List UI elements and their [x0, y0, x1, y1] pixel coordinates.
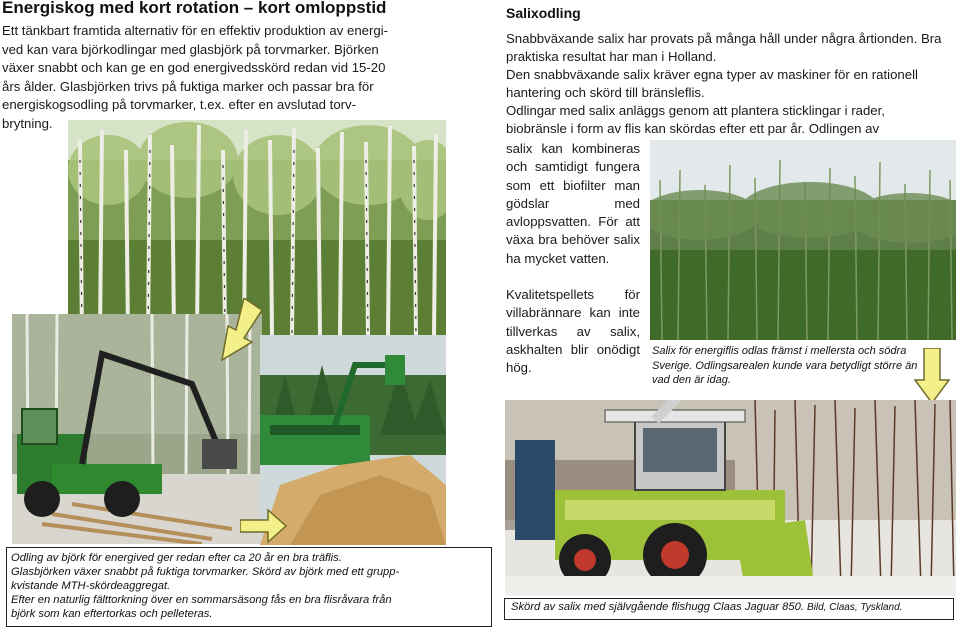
intro-line: växer snabbt och kan ge en god energivedsskörd redan vid 15-20 — [2, 60, 386, 75]
intro-line: års ålder. Glasbjörken trivs på fuktiga marker och passar bra för — [2, 78, 374, 94]
salix-paragraph-2: Den snabbväxande salix kräver egna typer av maskiner för en rationell hantering och skörd till bränsleflis. — [506, 67, 918, 100]
arrow-down-icon — [914, 348, 950, 404]
salix-column-paragraph-2: Kvalitetspellets för villabrännare kan inte tillverkas av salix, askhalten blir onödigt hög. — [506, 287, 640, 376]
salix-harvester-photo — [505, 400, 956, 596]
arrow-down-icon — [218, 298, 262, 364]
intro-line: energiskogsodling på torvmarker, t.ex. efter en avslutad torv- — [2, 97, 357, 112]
birch-caption-box — [6, 547, 492, 627]
caption-line: Glasbjörken växer snabbt på fuktiga torvmarker. Skörd av björk med ett grupp- — [11, 566, 400, 578]
caption-line: Efter en naturlig fälttorkning över en sommarsäsong fås en bra flisråvara från — [11, 594, 392, 606]
intro-line: Ett tänkbart framtida alternativ för en effektiv produktion av energi- — [2, 23, 389, 38]
intro-line: brytning. — [2, 115, 53, 131]
caption-line: björk som kan eftertorkas och pelleteras. — [11, 608, 213, 620]
salix-paragraph-1: Snabbväxande salix har provats på många håll under några årtionden. Bra praktiska resultat har man i Holland. — [506, 31, 942, 64]
harvest-caption-box — [504, 598, 954, 620]
salix-field-photo — [650, 140, 956, 340]
harvest-caption: Skörd av salix med självgående flishugg Claas Jaguar 850. — [511, 601, 804, 613]
arrow-right-icon — [240, 508, 288, 544]
caption-line: Odling av björk för energived ger redan efter ca 20 år en bra träflis. — [11, 552, 342, 564]
page-title: Energiskog med kort rotation – kort omloppstid — [2, 0, 387, 17]
salix-caption: Salix för energiflis odlas främst i mellersta och södra Sverige. Odlingsarealen kunde vara betydligt större än vad den är idag. — [652, 345, 918, 386]
intro-paragraph — [2, 22, 444, 133]
caption-line: kvistande MTH-skördeaggregat. — [11, 580, 171, 592]
salix-column-paragraph-1: salix kan kombineras och samtidigt fungera som ett biofilter man gödslar med avloppsvatten. För att växa bra behöver salix ha mycket vatten. — [506, 141, 640, 266]
intro-line: ved kan vara björkodlingar med glasbjörk på torvmarker. Björken — [2, 41, 379, 57]
photo-credit: Bild, Claas, Tyskland. — [807, 602, 903, 613]
salix-paragraph-3: Odlingar med salix anläggs genom att plantera sticklingar i rader, biobränsle i form av flis kan skördas efter ett par år. Odlingen av — [506, 103, 885, 136]
salix-heading: Salixodling — [506, 5, 581, 21]
